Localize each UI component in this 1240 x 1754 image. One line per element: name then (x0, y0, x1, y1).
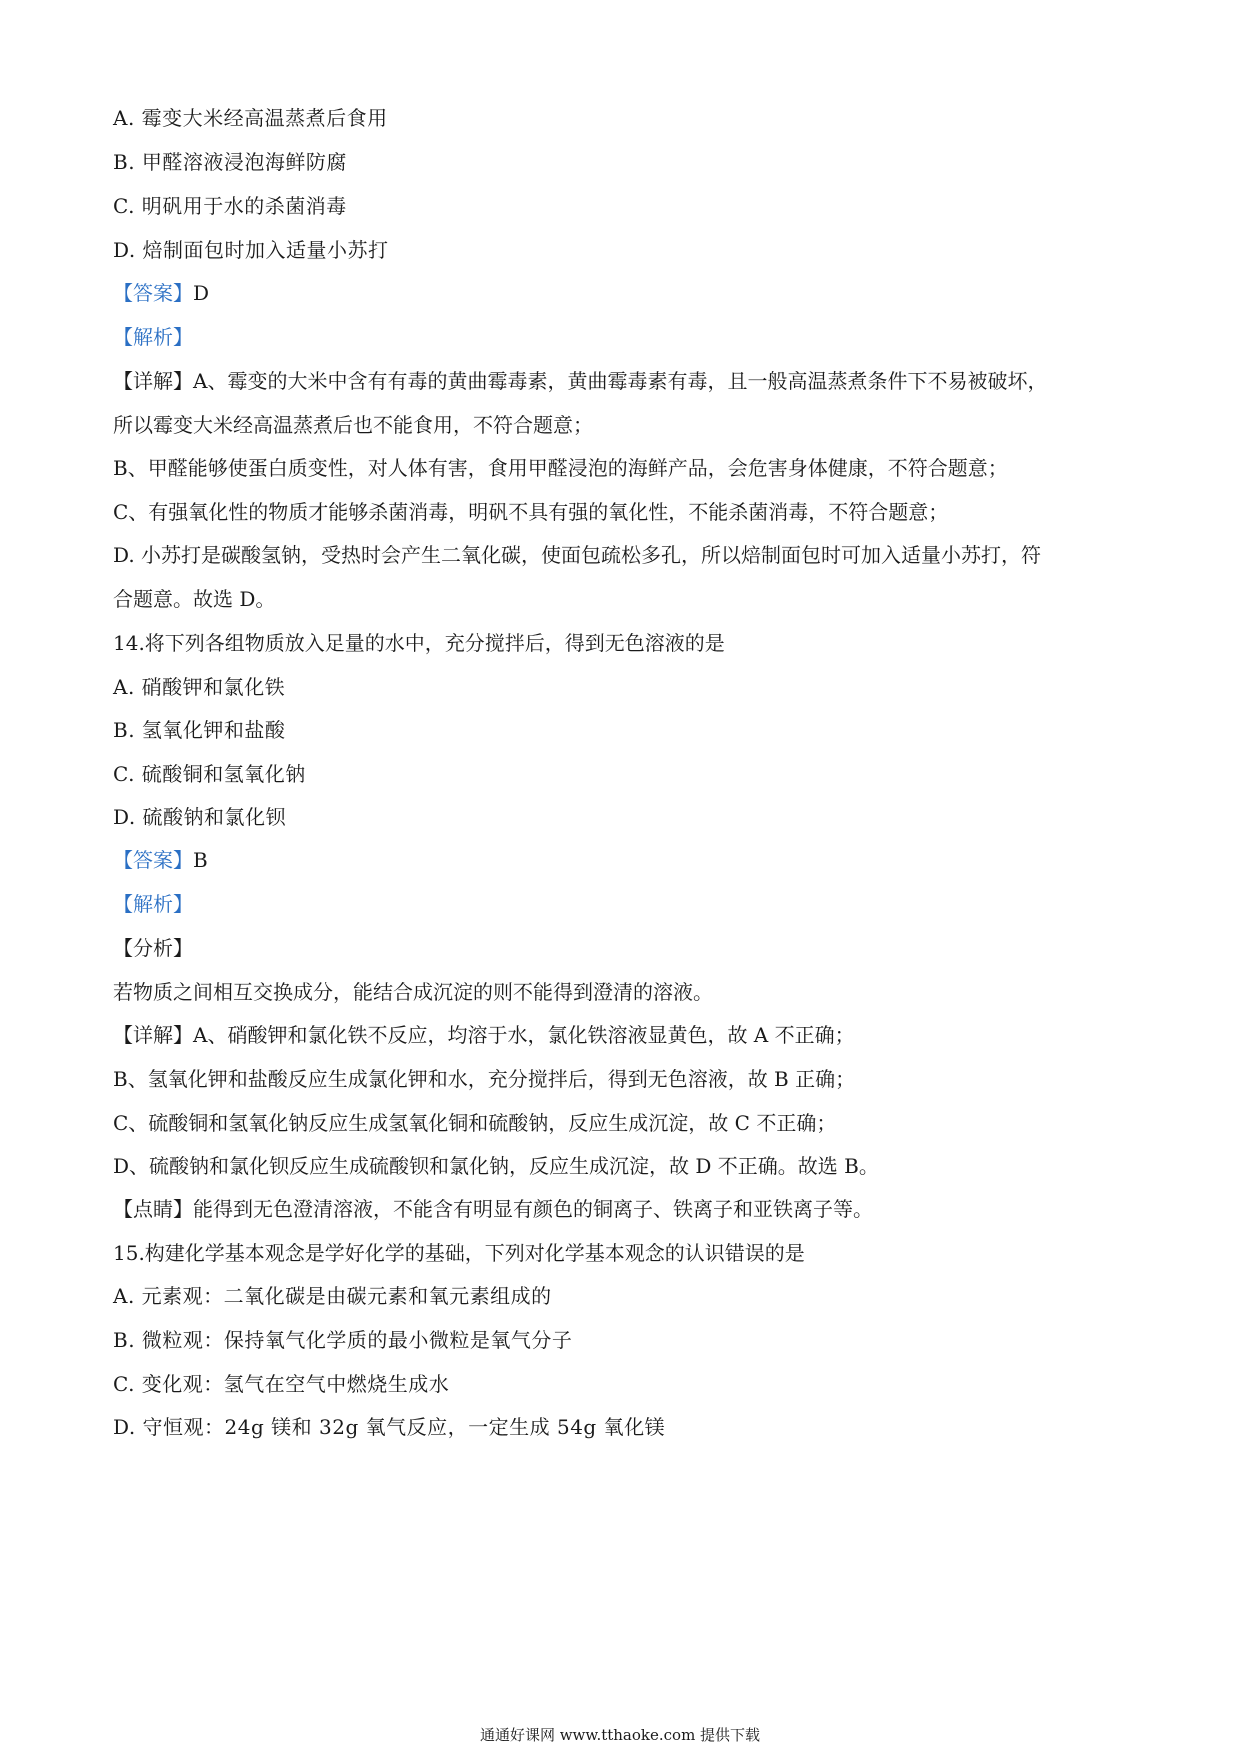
answer-label: 【答案】 (113, 281, 193, 305)
q14-detail-line: 【详解】A、硝酸钾和氯化铁不反应，均溶于水，氯化铁溶液显黄色，故 A 不正确； (113, 1023, 855, 1047)
q14-option-c: C. 硫酸铜和氢氧化钠 (113, 762, 306, 786)
q14-option-d: D. 硫酸钠和氯化钡 (113, 805, 287, 829)
q14-analysis-label: 【解析】 (113, 892, 193, 916)
answer-label: 【答案】 (113, 848, 193, 872)
page-footer: 通通好课网 www.tthaoke.com 提供下载 (479, 1726, 761, 1744)
q14-option-b: B. 氢氧化钾和盐酸 (113, 718, 286, 742)
answer-value: D (193, 281, 210, 305)
q13-detail-line: B、甲醛能够使蛋白质变性，对人体有害，食用甲醛浸泡的海鲜产品，会危害身体健康，不符合题意； (113, 456, 1008, 480)
q14-detail-line: B、氢氧化钾和盐酸反应生成氯化钾和水，充分搅拌后，得到无色溶液，故 B 正确； (113, 1067, 856, 1091)
q14-answer (113, 846, 1143, 874)
q15-option-a: A. 元素观：二氧化碳是由碳元素和氧元素组成的 (113, 1284, 552, 1308)
q13-option-a: A. 霉变大米经高温蒸煮后食用 (113, 106, 388, 130)
q14-dianjing: 【点睛】能得到无色澄清溶液，不能含有明显有颜色的铜离子、铁离子和亚铁离子等。 (113, 1197, 873, 1221)
q14-fenxi-label: 【分析】 (113, 936, 193, 960)
q13-answer (113, 279, 1143, 307)
q14-option-a: A. 硝酸钾和氯化铁 (113, 675, 286, 699)
q14-detail-line: D、硫酸钠和氯化钡反应生成硫酸钡和氯化钠，反应生成沉淀，故 D 不正确。故选 B。 (113, 1154, 879, 1178)
q13-analysis-label: 【解析】 (113, 325, 193, 349)
q13-detail-line: C、有强氧化性的物质才能够杀菌消毒，明矾不具有强的氧化性，不能杀菌消毒，不符合题意； (113, 500, 949, 524)
q13-option-c: C. 明矾用于水的杀菌消毒 (113, 194, 347, 218)
q14-fenxi-text: 若物质之间相互交换成分，能结合成沉淀的则不能得到澄清的溶液。 (113, 980, 713, 1004)
q13-detail-line: 【详解】A、霉变的大米中含有有毒的黄曲霉毒素，黄曲霉毒素有毒，且一般高温蒸煮条件下不易被破坏， (113, 369, 1048, 393)
q13-detail-line: D. 小苏打是碳酸氢钠，受热时会产生二氧化碳，使面包疏松多孔，所以焙制面包时可加入适量小苏打，符 (113, 543, 1042, 567)
q14-detail-line: C、硫酸铜和氢氧化钠反应生成氢氧化铜和硫酸钠，反应生成沉淀，故 C 不正确； (113, 1111, 837, 1135)
q15-stem: 15.构建化学基本观念是学好化学的基础，下列对化学基本观念的认识错误的是 (113, 1241, 805, 1265)
answer-value: B (193, 848, 208, 872)
q15-option-b: B. 微粒观：保持氧气化学质的最小微粒是氧气分子 (113, 1328, 573, 1352)
q15-option-d: D. 守恒观：24g 镁和 32g 氧气反应，一定生成 54g 氧化镁 (113, 1415, 666, 1439)
q13-detail-line: 合题意。故选 D。 (113, 587, 276, 611)
q15-option-c: C. 变化观：氢气在空气中燃烧生成水 (113, 1372, 450, 1396)
q13-option-d: D. 焙制面包时加入适量小苏打 (113, 238, 389, 262)
q13-detail-line: 所以霉变大米经高温蒸煮后也不能食用，不符合题意； (113, 413, 593, 437)
q14-stem: 14.将下列各组物质放入足量的水中，充分搅拌后，得到无色溶液的是 (113, 631, 725, 655)
q13-option-b: B. 甲醛溶液浸泡海鲜防腐 (113, 150, 347, 174)
